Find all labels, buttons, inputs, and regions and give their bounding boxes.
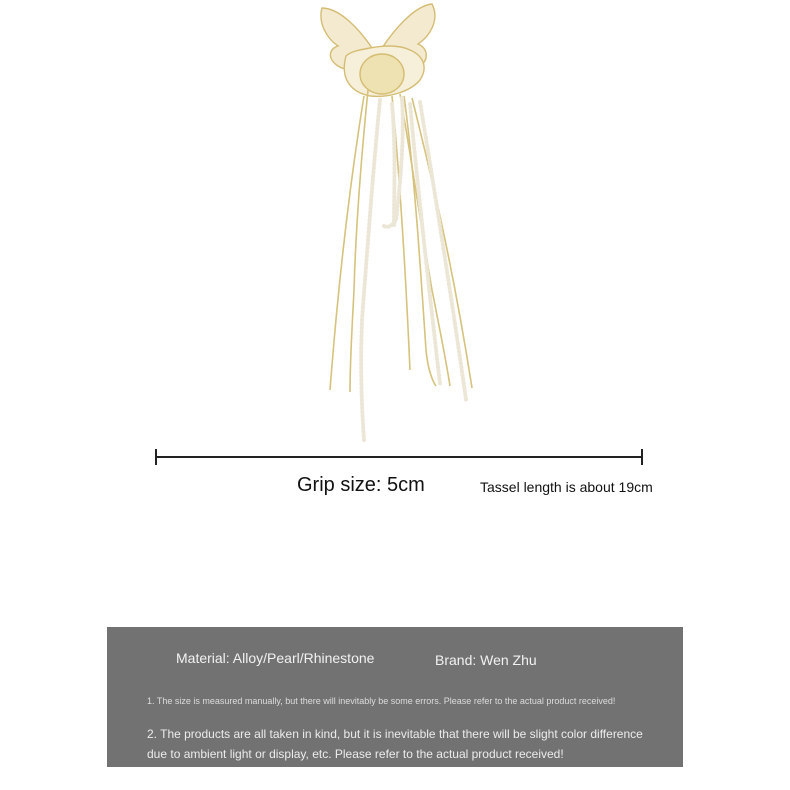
info-panel [107, 627, 683, 767]
butterfly-icon [321, 4, 435, 96]
size-note: 1. The size is measured manually, but there will inevitably be some errors. Please refer to the actual product received! [147, 696, 616, 706]
measure-line [155, 456, 643, 458]
tassel-length-label: Tassel length is about 19cm [480, 479, 653, 495]
material-label: Material: Alloy/Pearl/Rhinestone [176, 650, 375, 666]
brand-label: Brand: Wen Zhu [435, 652, 537, 668]
color-note: 2. The products are all taken in kind, but it is inevitable that there will be slight color difference due to ambient light or display, etc. Please refer to the actual product received! [147, 727, 643, 761]
grip-size-label: Grip size: 5cm [297, 474, 425, 496]
